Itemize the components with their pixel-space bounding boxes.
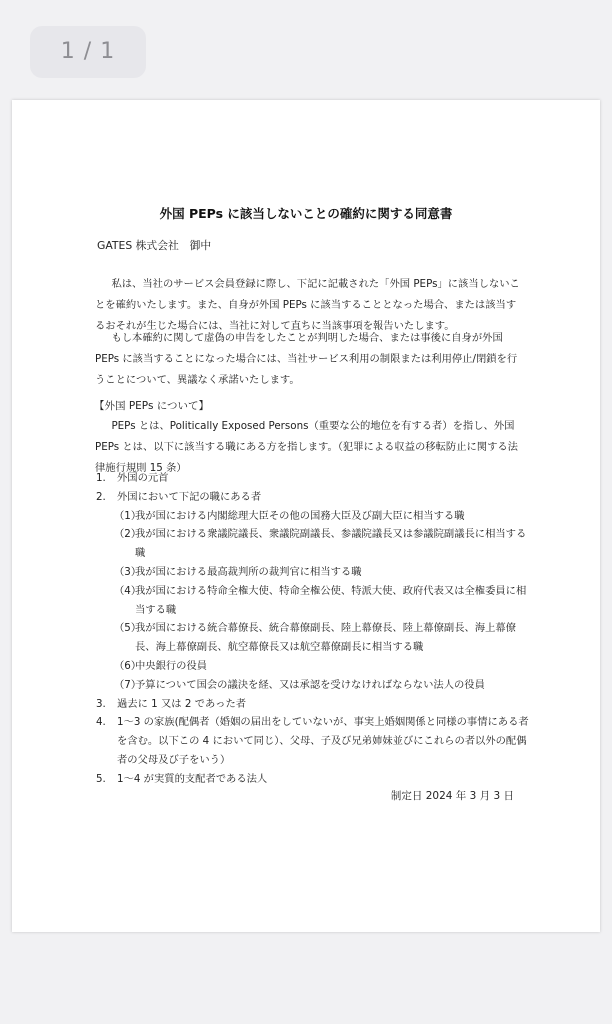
sub-list-item [96, 619, 536, 657]
page-counter: 1 / 1 [30, 26, 146, 78]
list-item-text: 1～3 の家族(配偶者（婚姻の届出をしていないが、事実上婚姻関係と同様の事情にある者を含む。以下この 4 において同じ）、父母、子及び兄弟姉妹並びにこれらの者以外の配偶者の父母及び子をいう） [117, 716, 529, 766]
list-item [96, 469, 536, 488]
document-page [12, 100, 600, 932]
sub-list-item-text: 我が国における特命全権大使、特命全権公使、特派大使、政府代表又は全権委員に相当する職 [135, 584, 527, 616]
sub-list-item-number: （3） [114, 565, 142, 578]
sub-list-item [96, 676, 536, 695]
enactment-date: 制定日 2024 年 3 月 3 日 [390, 790, 514, 802]
sub-list-item-text: 中央銀行の役員 [135, 659, 208, 672]
list-item-number: 3. [96, 697, 106, 710]
list-item [96, 488, 536, 507]
sub-list-item-number: （4） [114, 584, 142, 597]
paragraph-peps-definition: PEPs とは、Politically Exposed Persons（重要な公的地位を有する者）を指し、外国 PEPs とは、以下に該当する職にある方を指します。（犯罪による収益の移転防止に関する法律施行規則 15 条） [95, 420, 518, 474]
sub-list-item-text: 我が国における衆議院議長、衆議院副議長、参議院議長又は参議院副議長に相当する職 [135, 528, 527, 560]
sub-list-item-number: （7） [114, 678, 142, 691]
sub-list-item [96, 563, 536, 582]
section-heading: 【外国 PEPs について】 [94, 400, 210, 412]
list-item-text: 外国の元首 [117, 472, 169, 484]
list-item-number: 4. [96, 716, 106, 729]
sub-list-item [96, 657, 536, 676]
addressee: GATES 株式会社 御中 [97, 239, 212, 252]
sub-list-item-text: 我が国における統合幕僚長、統合幕僚副長、陸上幕僚長、陸上幕僚副長、海上幕僚長、海上幕僚副長、航空幕僚長又は航空幕僚副長に相当する職 [135, 622, 516, 654]
sub-list-item-text: 我が国における内閣総理大臣その他の国務大臣及び副大臣に相当する職 [135, 509, 465, 522]
sub-list-item-text: 我が国における最高裁判所の裁判官に相当する職 [135, 565, 362, 578]
sub-list-item-number: （6） [114, 659, 142, 672]
sub-list-item [96, 525, 536, 563]
list-item-text: 1～4 が実質的支配者である法人 [117, 772, 268, 785]
sub-list-item [96, 507, 536, 526]
document-title: 外国 PEPs に該当しないことの確約に関する同意書 [159, 206, 453, 221]
paragraph-confirmation: 私は、当社のサービス会員登録に際し、下記に記載された「外国 PEPs」に該当しないことを確約いたします。また、自身が外国 PEPs に該当することとなった場合、または該当するおそれが生じた場合には、当社に対して直ちに当該事項を報告いたします。 [95, 278, 520, 332]
sub-list-item-number: （5） [114, 622, 142, 635]
sub-list-item-text: 予算について国会の議決を経、又は承認を受けなければならない法人の役員 [135, 678, 485, 691]
list-item [96, 770, 536, 789]
list-item [96, 713, 536, 769]
peps-list [96, 469, 536, 789]
paragraph-false-declaration: もし本確約に関して虚偽の申告をしたことが判明した場合、または事後に自身が外国 PEPs に該当することになった場合には、当社サービス利用の制限または利用停止/閉鎖を行うことについて、異議なく承諾いたします。 [95, 332, 518, 386]
list-item-number: 1. [96, 472, 106, 484]
list-item-number: 2. [96, 490, 106, 503]
sub-list-item-number: （1） [114, 509, 142, 522]
list-item-text: 過去に 1 又は 2 であった者 [117, 697, 247, 710]
sub-list-item [96, 582, 536, 620]
sub-list-item-number: （2） [114, 528, 142, 541]
list-item [96, 695, 536, 714]
list-item-text: 外国において下記の職にある者 [117, 490, 262, 503]
list-item-number: 5. [96, 772, 106, 785]
